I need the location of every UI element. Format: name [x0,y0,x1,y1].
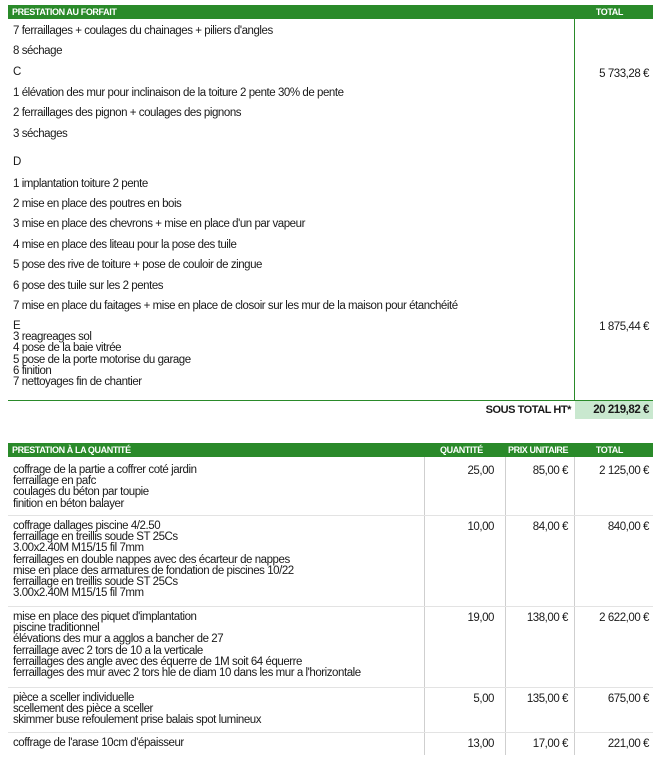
forfait-line: 1 implantation toiture 2 pente [13,178,148,190]
quantite-item [13,738,184,749]
forfait-header [8,5,653,19]
quantite-rows [8,457,653,755]
quantite-item-line: skimmer buse refoulement prise balais spot lumineux [13,714,262,727]
quantite-row-separator [8,515,653,516]
quantite-item [13,521,294,599]
quantite-header-unit: PRIX UNITAIRE [508,445,569,455]
quantite-row-separator [8,732,653,733]
forfait-block-e-line: E [13,320,21,332]
quantite-item-line: ferraillage en treillis soude ST 25Cs [13,531,178,544]
quantite-item-line: ferraillages des mur avec 2 tors hle de diam 10 dans les mur a l'horizontale [13,667,361,680]
quantite-item-line: coffrage dallages piscine 4/2.50 [13,520,161,532]
quantite-item-line: finition en béton balayer [13,497,124,510]
quantite-header-total: TOTAL [595,445,623,455]
quantite-header [8,443,653,457]
quantite-item-line: coffrage de l'arase 10cm d'épaisseur [13,737,184,749]
quantite-item-line: ferraillage en pafc [13,475,96,488]
forfait-line: 8 séchage [13,45,63,57]
forfait-line: 5 pose des rive de toiture + pose de couloir de zingue [13,259,263,271]
forfait-block-e-line: 6 finition [13,364,52,377]
quantite-item-line: ferraillage en treillis soude ST 25Cs [13,576,178,589]
quantite-item-total: 2 622,00 € [599,612,649,624]
quantite-item-unit: 84,00 € [532,521,568,533]
quantite-item-line: coulages du béton par toupie [13,486,149,499]
quantite-item-total: 221,00 € [607,738,649,750]
quantite-item-line: coffrage de la partie a coffrer coté jardin [13,464,197,476]
quantite-item-qty: 25,00 [467,465,494,477]
forfait-amount-e: 1 875,44 € [599,321,649,333]
quantite-item-line: 3.00x2.40M M15/15 fil 7mm [13,587,144,600]
forfait-line: 3 mise en place des chevrons + mise en place d'un par vapeur [13,218,305,230]
quantite-item-qty: 13,00 [467,738,494,750]
forfait-rows [8,19,653,401]
quantite-item-qty: 19,00 [467,612,494,624]
forfait-line: 7 ferraillages + coulages du chainages + piliers d'angles [13,25,273,37]
quantite-item-line: 3.00x2.40M M15/15 fil 7mm [13,542,144,555]
forfait-line: 6 pose des tuile sur les 2 pentes [13,280,164,292]
forfait-total-column-divider [574,19,575,401]
quantite-header-label: PRESTATION À LA QUANTITÉ [12,445,131,455]
forfait-line: 2 mise en place des poutres en bois [13,198,182,210]
quantite-item-line: ferraillage avec 2 tors de 10 a la verticale [13,644,203,657]
quantite-item [13,693,261,727]
forfait-subtotal-row [8,401,653,419]
quantite-item-unit: 17,00 € [532,738,568,750]
quantite-item-line: scellement des pièce a sceller [13,703,153,716]
forfait-header-label: PRESTATION AU FORFAIT [12,7,117,17]
forfait-line: D [13,156,21,168]
forfait-block-e-line: 7 nettoyages fin de chantier [13,376,142,389]
forfait-block-e-line: 4 pose de la baie vitrée [13,342,122,355]
quantite-item-unit: 85,00 € [532,465,568,477]
subtotal-value: 20 219,82 € [575,401,653,419]
quantite-item-line: piscine traditionnel [13,622,100,635]
quantite-item-unit: 138,00 € [526,612,568,624]
quantite-item-unit: 135,00 € [526,693,568,705]
quantite-row-separator [8,687,653,688]
quantite-item-qty: 10,00 [467,521,494,533]
forfait-header-total: TOTAL [595,7,623,17]
forfait-block-e [13,321,191,388]
forfait-amount-c: 5 733,28 € [599,68,649,80]
forfait-block-e-line: 3 reagreages sol [13,331,92,344]
quantite-item-line: ferraillages en double nappes avec des écarteur de nappes [13,553,290,566]
forfait-line: 1 élévation des mur pour inclinaison de la toiture 2 pente 30% de pente [13,87,344,99]
quantite-item-line: mise en place des armatures de fondation de piscines 10/22 [13,564,294,577]
forfait-line: 3 séchages [13,128,68,140]
quantite-item-total: 2 125,00 € [599,465,649,477]
quantite-header-qty: QUANTITÉ [440,445,483,455]
quantite-section [8,443,653,755]
quantite-item-line: ferraillages des angle avec des équerre de 1M soit 64 équerre [13,655,302,668]
subtotal-label: SOUS TOTAL HT* [485,404,571,416]
forfait-section [8,5,653,417]
forfait-block-e-line: 5 pose de la porte motorise du garage [13,353,191,366]
forfait-line: 4 mise en place des liteau pour la pose des tuile [13,239,237,251]
quantite-item-total: 675,00 € [607,693,649,705]
forfait-line: 2 ferraillages des pignon + coulages des pignons [13,107,242,119]
quantite-item-line: élévations des mur a agglos a bancher de 27 [13,633,224,646]
quantite-item-qty: 5,00 [473,693,494,705]
quantite-item [13,612,361,679]
forfait-line: C [13,66,21,78]
quantite-item-total: 840,00 € [607,521,649,533]
quantite-row-separator [8,606,653,607]
quantite-item [13,465,197,510]
forfait-line: 7 mise en place du faitages + mise en place de closoir sur les mur de la maison pour étanchéité [13,300,458,312]
quantite-item-line: pièce a sceller individuelle [13,692,135,704]
quantite-item-line: mise en place des piquet d'implantation [13,611,197,623]
